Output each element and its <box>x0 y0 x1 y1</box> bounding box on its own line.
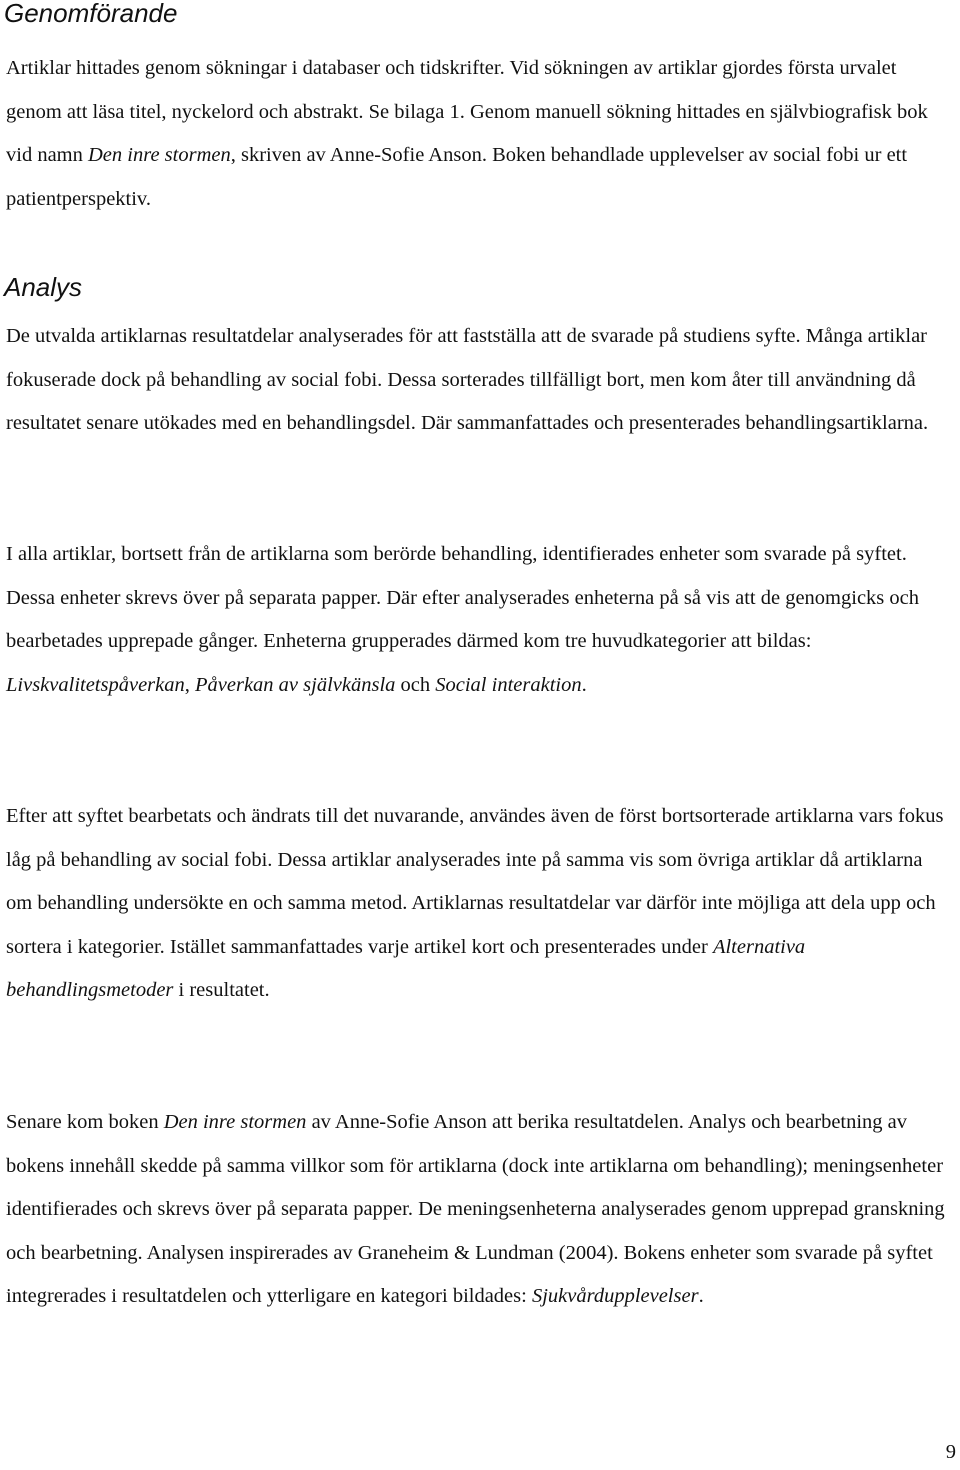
text-run: i resultatet. <box>173 979 270 1001</box>
text-run: , <box>184 673 196 696</box>
paragraph-genomforande <box>6 47 952 221</box>
paragraph-analys-4 <box>6 1101 952 1319</box>
category-italic: Livskvalitetspåverkan <box>6 673 185 696</box>
text-run: . <box>581 673 587 696</box>
section-heading-analys: Analys <box>4 272 83 302</box>
category-italic: Social interaktion <box>435 673 582 696</box>
text-run: Senare kom boken <box>6 1111 164 1133</box>
text-run: Artiklar hittades genom sökningar i databaser och tidskrifter. Vid sökningen av artiklar gjordes första urvalet genom att läsa titel, nyckelord och abstrakt. Se bilaga 1. Genom manuell sökning hittades en självbiografisk bok vid namn <box>6 57 928 166</box>
text-run: I alla artiklar, bortsett från de artiklarna som berörde behandling, identifierades enheter som svarade på syftet. Dessa enheter skrevs över på separata papper. Där efter analyserades enheterna på så vis att de genomgicks och bearbetades upprepade gånger. Enheterna grupperades därmed kom tre huvudkategorier att bildas: <box>6 543 919 652</box>
text-run: av Anne-Sofie Anson att berika resultatdelen. Analys och bearbetning av bokens innehåll skedde på samma villkor som för artiklarna (dock inte artiklarna om behandling); meningsenheter identifierades och skrevs över på separata papper. De meningsenheterna analyserades genom upprepad granskning och bearbetning. Analysen inspirerades av Graneheim & Lundman (2004). Bokens enheter som svarade på syftet integrerades i resultatdelen och ytterligare en kategori bildades: <box>6 1111 945 1307</box>
category-italic: Påverkan av självkänsla <box>195 673 396 696</box>
text-run: Efter att syftet bearbetats och ändrats till det nuvarande, användes även de först bortsorterade artiklarna vars fokus låg på behandling av social fobi. Dessa artiklar analyserades inte på samma vis som övriga artiklar då artiklarna om behandling undersökte en och samma metod. Artiklarnas resultatdelar var därför inte möjliga att dela upp och sortera i kategorier. Istället sammanfattades varje artikel kort och presenterades under <box>6 805 944 958</box>
text-run: och <box>395 673 436 696</box>
paragraph-analys-2 <box>6 533 952 707</box>
book-title-italic: Den inre stormen <box>88 144 231 166</box>
section-heading-genomforande: Genomförande <box>4 0 178 28</box>
text-run: . <box>698 1285 704 1307</box>
category-italic: Alternativa behandlingsmetoder <box>6 935 806 1001</box>
page-number: 9 <box>945 1441 956 1463</box>
paragraph-analys-1: De utvalda artiklarnas resultatdelar analyserades för att fastställa att de svarade på studiens syfte. Många artiklar fokuserade dock på behandling av social fobi. Dessa sorterades tillfälligt bort, men kom åter till användning då resultatet senare utökades med en behandlingsdel. Där sammanfattades och presenterades behandlingsartiklarna. <box>6 325 929 434</box>
book-title-italic: Den inre stormen <box>163 1111 307 1133</box>
category-italic: Sjukvårdupplevelser <box>531 1285 699 1307</box>
text-run: , skriven av Anne-Sofie Anson. Boken behandlade upplevelser av social fobi ur ett patientperspektiv. <box>6 144 908 210</box>
paragraph-analys-3 <box>6 795 952 1013</box>
